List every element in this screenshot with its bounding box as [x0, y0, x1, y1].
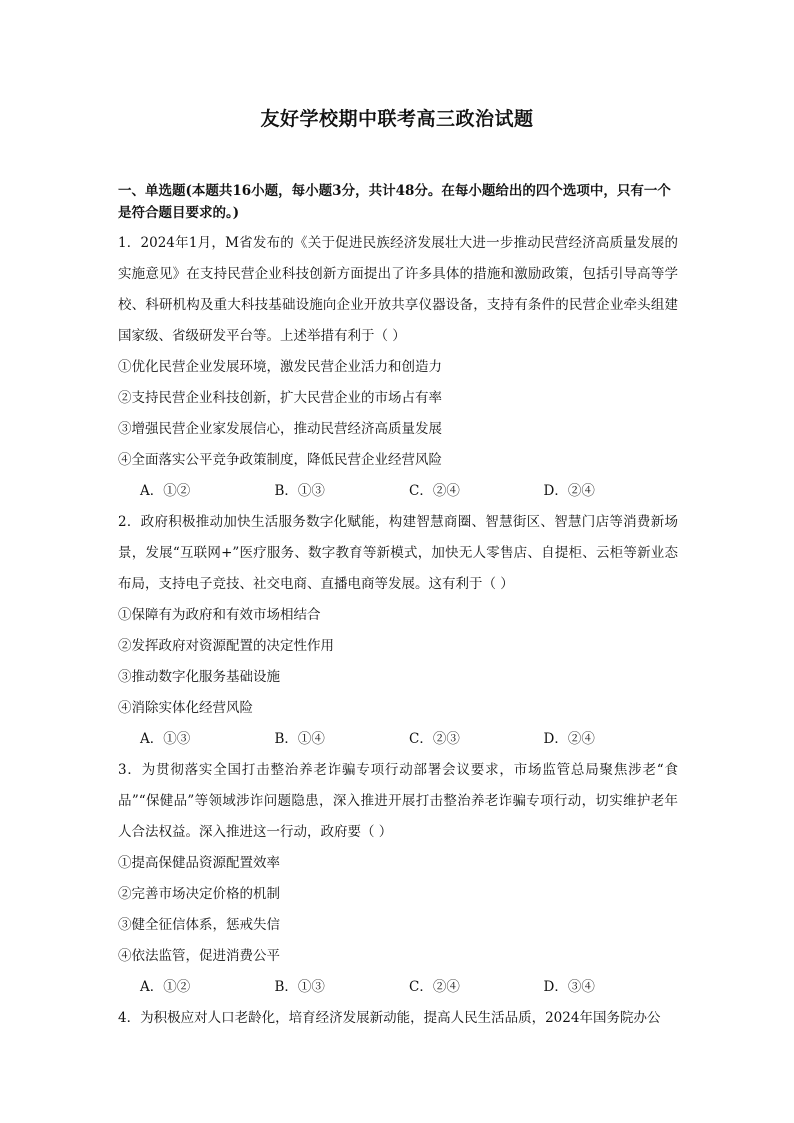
question-stem: 2．政府积极推动加快生活服务数字化赋能，构建智慧商圈、智慧街区、智慧门店等消费新场景，发展“互联网+”医疗服务、数字教育等新模式，加快无人零售店、自提柜、云柜等新业态布局，支持电子竞技、社交电商、直播电商等发展。这有利于（ ） [118, 514, 678, 592]
question-stem: 1．2024年1月，M省发布的《关于促进民族经济发展壮大进一步推动民营经济高质量发展的实施意见》在支持民营企业科技创新方面提出了许多具体的措施和激励政策，包括引导高等学校、科研机构及重大科技基础设施向企业开放共享仪器设备，支持有条件的民营企业牵头组建国家级、省级研发平台等。上述举措有利于（ ） [118, 235, 678, 344]
statement-option: ④依法监管，促进消费公平 [118, 948, 280, 964]
statement-option: ③增强民营企业家发展信心，推动民营经济高质量发展 [118, 421, 442, 437]
exam-content [118, 180, 678, 1034]
statement-option: ③健全征信体系，惩戒失信 [118, 917, 280, 933]
statement-option: ②支持民营企业科技创新，扩大民营企业的市场占有率 [118, 390, 442, 406]
statement-option: ④全面落实公平竞争政策制度，降低民营企业经营风险 [118, 452, 442, 468]
section-heading: 一、单选题(本题共16小题，每小题3分，共计48分。在每小题给出的四个选项中，只有一个是符合题目要求的。) [118, 183, 671, 221]
choice-d: D．②④ [543, 483, 595, 499]
choice-d: D．③④ [543, 979, 595, 995]
question-4 [118, 1003, 678, 1034]
exam-title: 友好学校期中联考高三政治试题 [260, 108, 534, 130]
statement-option: ②发挥政府对资源配置的决定性作用 [118, 638, 334, 654]
statement-option: ①优化民营企业发展环境，激发民营企业活力和创造力 [118, 359, 442, 375]
choice-a: A．①③ [140, 731, 191, 747]
choice-c: C．②④ [409, 483, 460, 499]
choice-b: B．①③ [274, 979, 325, 995]
answer-choices [118, 724, 678, 755]
choice-a: A．①② [140, 483, 191, 499]
answer-choices [118, 476, 678, 507]
question-2 [118, 507, 678, 755]
question-stem: 4．为积极应对人口老龄化，培育经济发展新动能，提高人民生活品质，2024年国务院办公 [118, 1010, 661, 1026]
choice-c: C．②④ [409, 979, 460, 995]
choice-d: D．②④ [543, 731, 595, 747]
answer-choices [118, 972, 678, 1003]
question-stem: 3．为贯彻落实全国打击整治养老诈骗专项行动部署会议要求，市场监管总局聚焦涉老“食品”“保健品”等领域涉诈问题隐患，深入推进开展打击整治养老诈骗专项行动，切实维护老年人合法权益。深入推进这一行动，政府要（ ） [118, 762, 678, 840]
statement-option: ②完善市场决定价格的机制 [118, 886, 280, 902]
choice-c: C．②③ [409, 731, 460, 747]
choice-a: A．①② [140, 979, 191, 995]
choice-b: B．①③ [274, 483, 325, 499]
question-3 [118, 755, 678, 1003]
statement-option: ①提高保健品资源配置效率 [118, 855, 280, 871]
statement-option: ①保障有为政府和有效市场相结合 [118, 607, 321, 623]
question-1 [118, 228, 678, 507]
choice-b: B．①④ [274, 731, 325, 747]
statement-option: ③推动数字化服务基础设施 [118, 669, 280, 685]
statement-option: ④消除实体化经营风险 [118, 700, 253, 716]
